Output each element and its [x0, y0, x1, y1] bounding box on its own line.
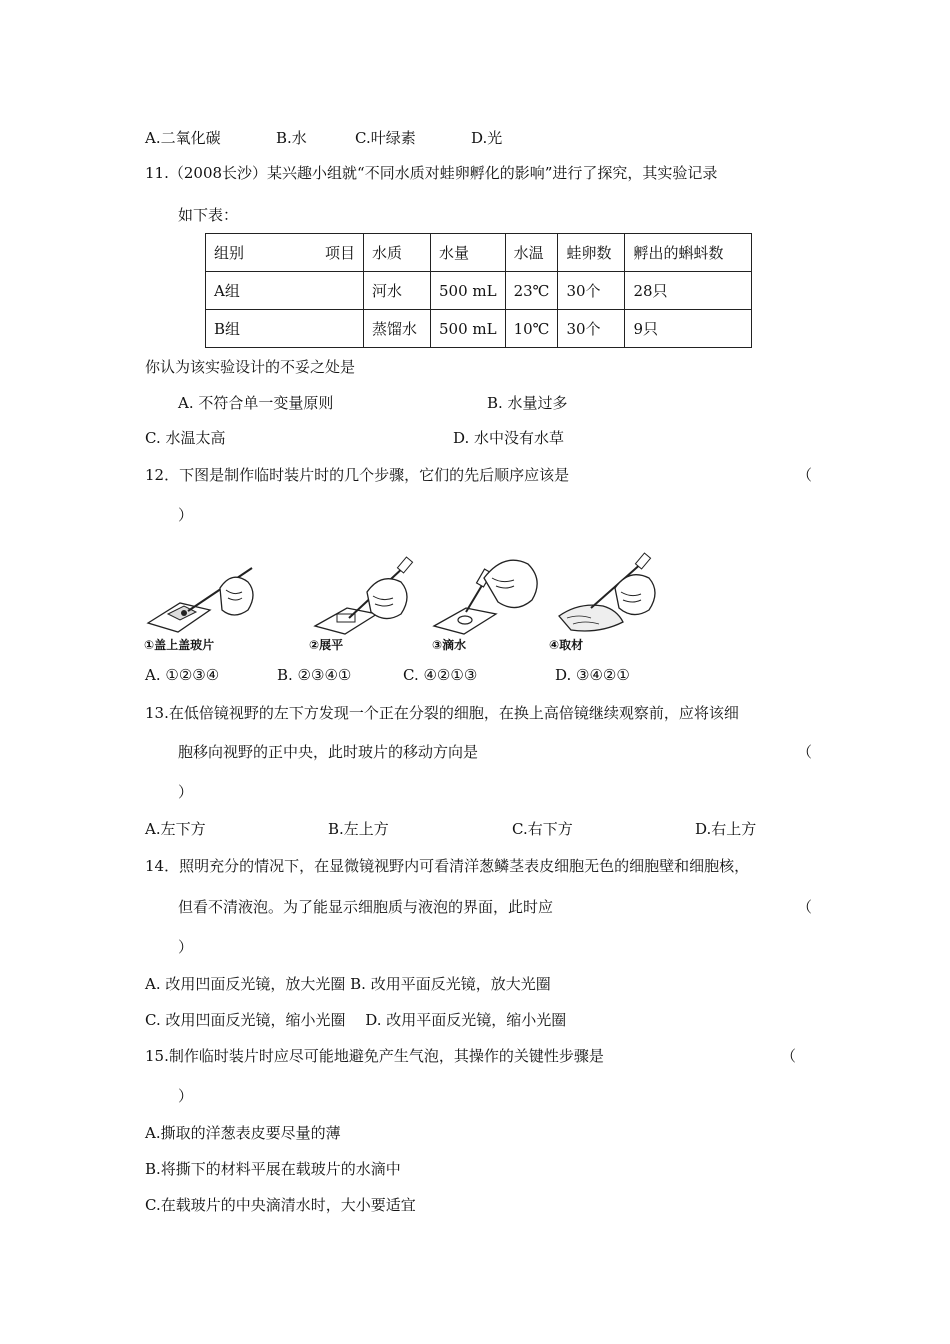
q13-option-c: C.右下方: [512, 820, 573, 838]
table-header-cell: 孵出的蝌蚪数: [625, 234, 752, 272]
q15-paren-close: ）: [178, 1087, 194, 1105]
q13-paren-close: ）: [178, 783, 194, 801]
experiment-record-table: [205, 233, 752, 348]
table-cell: 河水: [364, 272, 431, 310]
q11-question: 你认为该实验设计的不妥之处是: [145, 358, 356, 376]
q11-option-c: C. 水温太高: [145, 429, 226, 447]
q12-option-b: B. ②③④①: [277, 666, 352, 684]
q12-paren-close: ）: [178, 506, 194, 524]
table-cell: 9只: [625, 310, 752, 348]
q13-stem: 13.在低倍镜视野的左下方发现一个正在分裂的细胞，在换上高倍镜继续观察前，应将该细: [145, 704, 739, 722]
q14-options-line1: A. 改用凹面反光镜，放大光圈 B. 改用平面反光镜，放大光圈: [145, 975, 551, 993]
table-header-cell: 水温: [505, 234, 558, 272]
table-header-cell: [206, 234, 364, 272]
q15-paren-open: （: [781, 1047, 797, 1065]
q10-option-c: C.叶绿素: [355, 129, 416, 147]
q15-option-a: A.撕取的洋葱表皮要尽量的薄: [145, 1124, 341, 1142]
q10-option-b: B.水: [276, 129, 307, 147]
table-cell: A组: [206, 272, 364, 310]
step-caption: ②展平: [309, 638, 344, 652]
step-caption: ③滴水: [432, 638, 467, 652]
q12-option-a: A. ①②③④: [145, 666, 220, 684]
q15-stem: 15.制作临时装片时应尽可能地避免产生气泡，其操作的关键性步骤是: [145, 1047, 604, 1065]
drop-water-illustration: [428, 548, 553, 638]
step-cover-slip: [140, 548, 265, 656]
table-cell: 30个: [558, 310, 625, 348]
step-drop-water: [428, 548, 553, 656]
table-cell: 30个: [558, 272, 625, 310]
take-material-illustration: [545, 548, 670, 638]
q14-stem: 14．照明充分的情况下，在显微镜视野内可看清洋葱鳞茎表皮细胞无色的细胞壁和细胞核，: [145, 857, 750, 875]
q15-option-b: B.将撕下的材料平展在载玻片的水滴中: [145, 1160, 401, 1178]
q13-option-b: B.左上方: [328, 820, 389, 838]
step-flatten: [305, 548, 430, 656]
table-cell: 23℃: [505, 272, 558, 310]
cover-slip-illustration: [140, 548, 265, 638]
slide-preparation-steps-figure: [140, 548, 670, 658]
q11-option-d: D. 水中没有水草: [453, 429, 565, 447]
header-group-label: 组别: [214, 244, 245, 262]
table-cell: 蒸馏水: [364, 310, 431, 348]
table-cell: 10℃: [505, 310, 558, 348]
table-header-cell: 水质: [364, 234, 431, 272]
q12-option-d: D. ③④②①: [555, 666, 630, 684]
q12-stem: 12．下图是制作临时装片时的几个步骤，它们的先后顺序应该是: [145, 466, 570, 484]
q13-paren-open: （: [797, 743, 813, 761]
table-row: [206, 272, 752, 310]
header-item-label: 项目: [324, 244, 355, 262]
q13-option-a: A.左下方: [145, 820, 206, 838]
q12-paren-open: （: [797, 466, 813, 484]
q14-paren-close: ）: [178, 938, 194, 956]
q10-option-d: D.光: [471, 129, 503, 147]
q14-stem-continued: 但看不清液泡。为了能显示细胞质与液泡的界面，此时应: [178, 898, 554, 916]
q11-option-b: B. 水量过多: [487, 394, 568, 412]
table-cell: 28只: [625, 272, 752, 310]
q14-options-line2: C. 改用凹面反光镜，缩小光圈 D. 改用平面反光镜，缩小光圈: [145, 1011, 567, 1029]
q11-stem: 11.（2008长沙）某兴趣小组就“不同水质对蛙卵孵化的影响”进行了探究，其实验记录: [145, 164, 718, 182]
q11-option-a: A. 不符合单一变量原则: [178, 394, 334, 412]
table-header-cell: 蛙卵数: [558, 234, 625, 272]
table-header-row: [206, 234, 752, 272]
q12-option-c: C. ④②①③: [403, 666, 478, 684]
table-row: [206, 310, 752, 348]
step-caption: ④取材: [549, 638, 584, 652]
q13-option-d: D.右上方: [695, 820, 757, 838]
table-header-cell: 水量: [431, 234, 506, 272]
table-cell: 500 mL: [431, 310, 506, 348]
table-cell: B组: [206, 310, 364, 348]
q11-stem-continued: 如下表：: [178, 206, 239, 224]
flatten-illustration: [305, 548, 430, 638]
step-caption: ①盖上盖玻片: [144, 638, 215, 652]
q13-stem-continued: 胞移向视野的正中央，此时玻片的移动方向是: [178, 743, 479, 761]
table-cell: 500 mL: [431, 272, 506, 310]
q14-paren-open: （: [797, 898, 813, 916]
q15-option-c: C.在载玻片的中央滴清水时，大小要适宜: [145, 1196, 416, 1214]
q10-option-a: A.二氧化碳: [145, 129, 221, 147]
step-take-material: [545, 548, 670, 656]
